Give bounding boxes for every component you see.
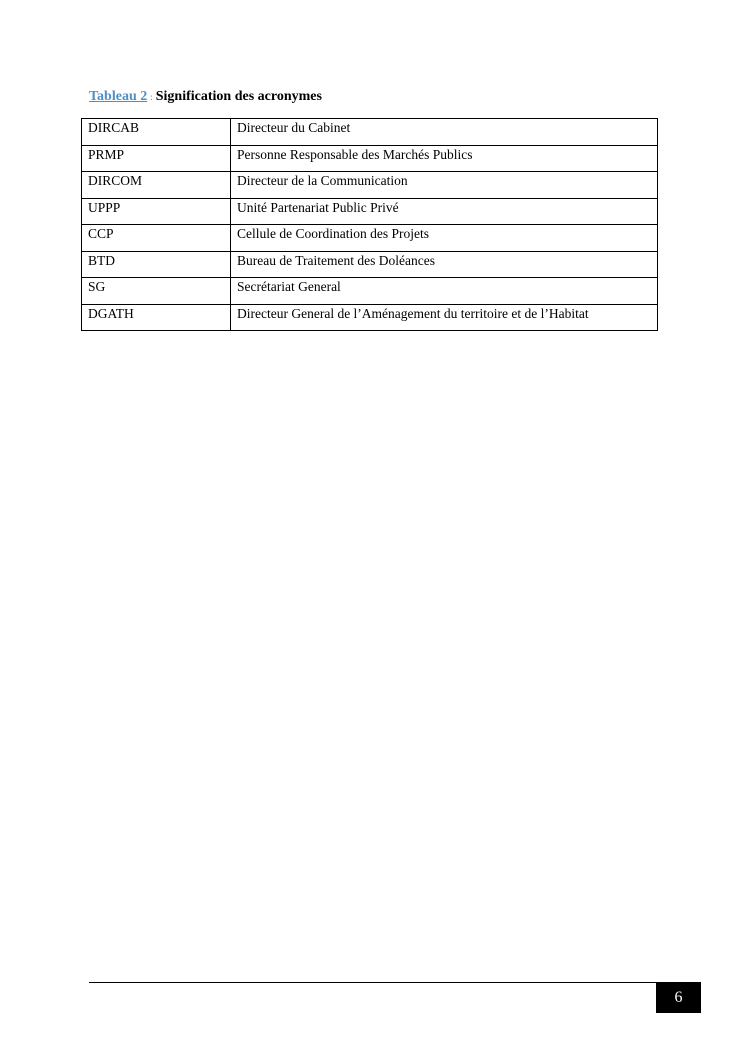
meaning-cell: Directeur du Cabinet (231, 119, 658, 146)
acronym-cell: DIRCOM (82, 172, 231, 199)
caption-separator: : (150, 92, 153, 102)
acronym-cell: SG (82, 278, 231, 305)
acronym-cell: DGATH (82, 304, 231, 331)
meaning-cell: Secrétariat General (231, 278, 658, 305)
meaning-cell: Directeur de la Communication (231, 172, 658, 199)
table-row (82, 278, 658, 305)
table-row (82, 304, 658, 331)
table-caption (89, 89, 322, 105)
table-row (82, 119, 658, 146)
table-row (82, 225, 658, 252)
acronym-cell: PRMP (82, 145, 231, 172)
meaning-cell: Directeur General de l’Aménagement du territoire et de l’Habitat (231, 304, 658, 331)
acronym-cell: BTD (82, 251, 231, 278)
table-title: Signification des acronymes (155, 89, 322, 104)
acronym-cell: CCP (82, 225, 231, 252)
meaning-cell: Cellule de Coordination des Projets (231, 225, 658, 252)
meaning-cell: Personne Responsable des Marchés Publics (231, 145, 658, 172)
acronym-cell: DIRCAB (82, 119, 231, 146)
acronyms-table (81, 118, 658, 331)
meaning-cell: Unité Partenariat Public Privé (231, 198, 658, 225)
page-number: 6 (656, 983, 701, 1013)
table-row (82, 145, 658, 172)
meaning-cell: Bureau de Traitement des Doléances (231, 251, 658, 278)
table-row (82, 251, 658, 278)
acronym-cell: UPPP (82, 198, 231, 225)
table-row (82, 172, 658, 199)
table-number-link[interactable]: Tableau 2 (89, 89, 148, 104)
table-row (82, 198, 658, 225)
footer-divider (89, 982, 701, 983)
